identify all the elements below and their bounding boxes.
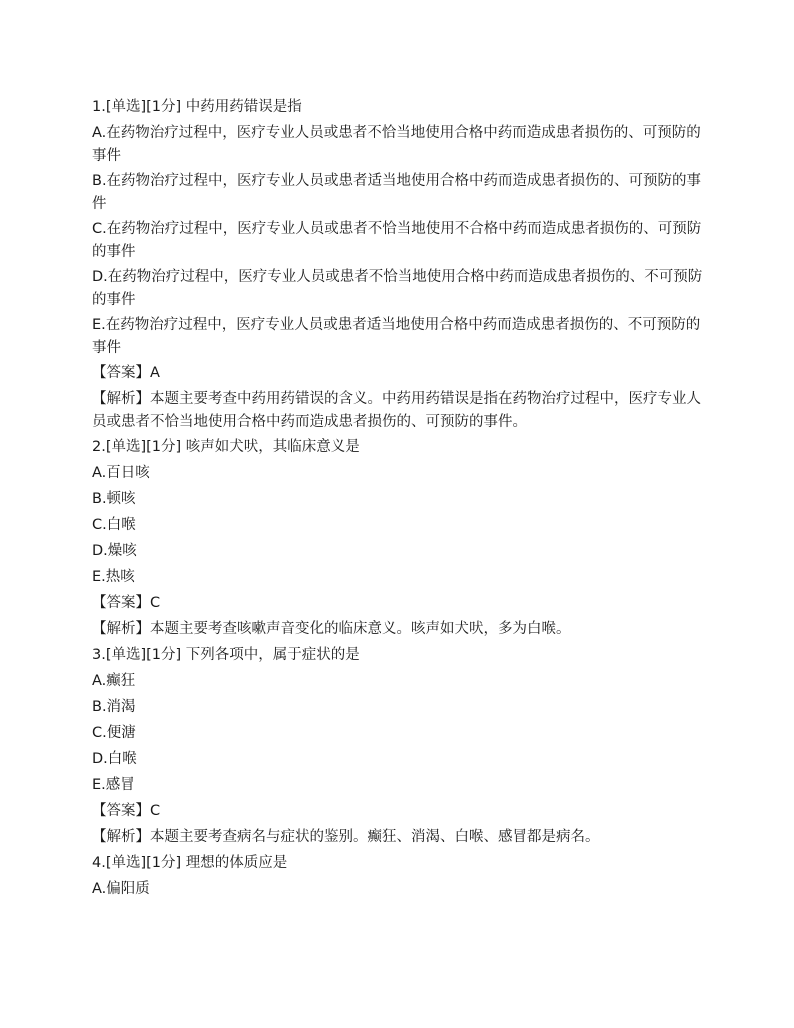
option-e: E.感冒 <box>92 777 135 793</box>
option-d: D.燥咳 <box>92 543 137 559</box>
answer-line: 【答案】C <box>92 803 161 819</box>
exam-document <box>92 96 704 904</box>
analysis-line: 【解析】本题主要考查病名与症状的鉴别。癫狂、消渴、白喉、感冒都是病名。 <box>92 829 600 845</box>
option-b: B.顿咳 <box>92 491 136 507</box>
answer-line: 【答案】C <box>92 595 161 611</box>
option-b: B.消渴 <box>92 699 136 715</box>
question-4 <box>92 852 704 901</box>
question-stem: 3.[单选][1分] 下列各项中，属于症状的是 <box>92 647 360 663</box>
option-d: D.白喉 <box>92 751 137 767</box>
option-c: C.白喉 <box>92 517 136 533</box>
option-a: A.偏阳质 <box>92 881 150 897</box>
question-stem: 4.[单选][1分] 理想的体质应是 <box>92 855 288 871</box>
option-b: B.在药物治疗过程中，医疗专业人员或患者适当地使用合格中药而造成患者损伤的、可预防的事件 <box>92 173 702 212</box>
analysis-line: 【解析】本题主要考查中药用药错误的含义。中药用药错误是指在药物治疗过程中，医疗专业人员或患者不恰当地使用合格中药而造成患者损伤的、可预防的事件。 <box>92 391 701 430</box>
option-e: E.在药物治疗过程中，医疗专业人员或患者适当地使用合格中药而造成患者损伤的、不可预防的事件 <box>92 317 701 356</box>
question-stem: 2.[单选][1分] 咳声如犬吠，其临床意义是 <box>92 439 360 455</box>
option-e: E.热咳 <box>92 569 135 585</box>
option-a: A.百日咳 <box>92 465 150 481</box>
question-1 <box>92 96 704 434</box>
question-stem: 1.[单选][1分] 中药用药错误是指 <box>92 99 302 115</box>
analysis-line: 【解析】本题主要考查咳嗽声音变化的临床意义。咳声如犬吠，多为白喉。 <box>92 621 571 637</box>
answer-line: 【答案】A <box>92 365 160 381</box>
question-2 <box>92 436 704 641</box>
option-d: D.在药物治疗过程中，医疗专业人员或患者不恰当地使用合格中药而造成患者损伤的、不可预防的事件 <box>92 269 703 308</box>
option-a: A.在药物治疗过程中，医疗专业人员或患者不恰当地使用合格中药而造成患者损伤的、可预防的事件 <box>92 125 701 164</box>
option-c: C.便溏 <box>92 725 136 741</box>
option-a: A.癫狂 <box>92 673 136 689</box>
question-3 <box>92 644 704 849</box>
option-c: C.在药物治疗过程中，医疗专业人员或患者不恰当地使用不合格中药而造成患者损伤的、可预防的事件 <box>92 221 702 260</box>
